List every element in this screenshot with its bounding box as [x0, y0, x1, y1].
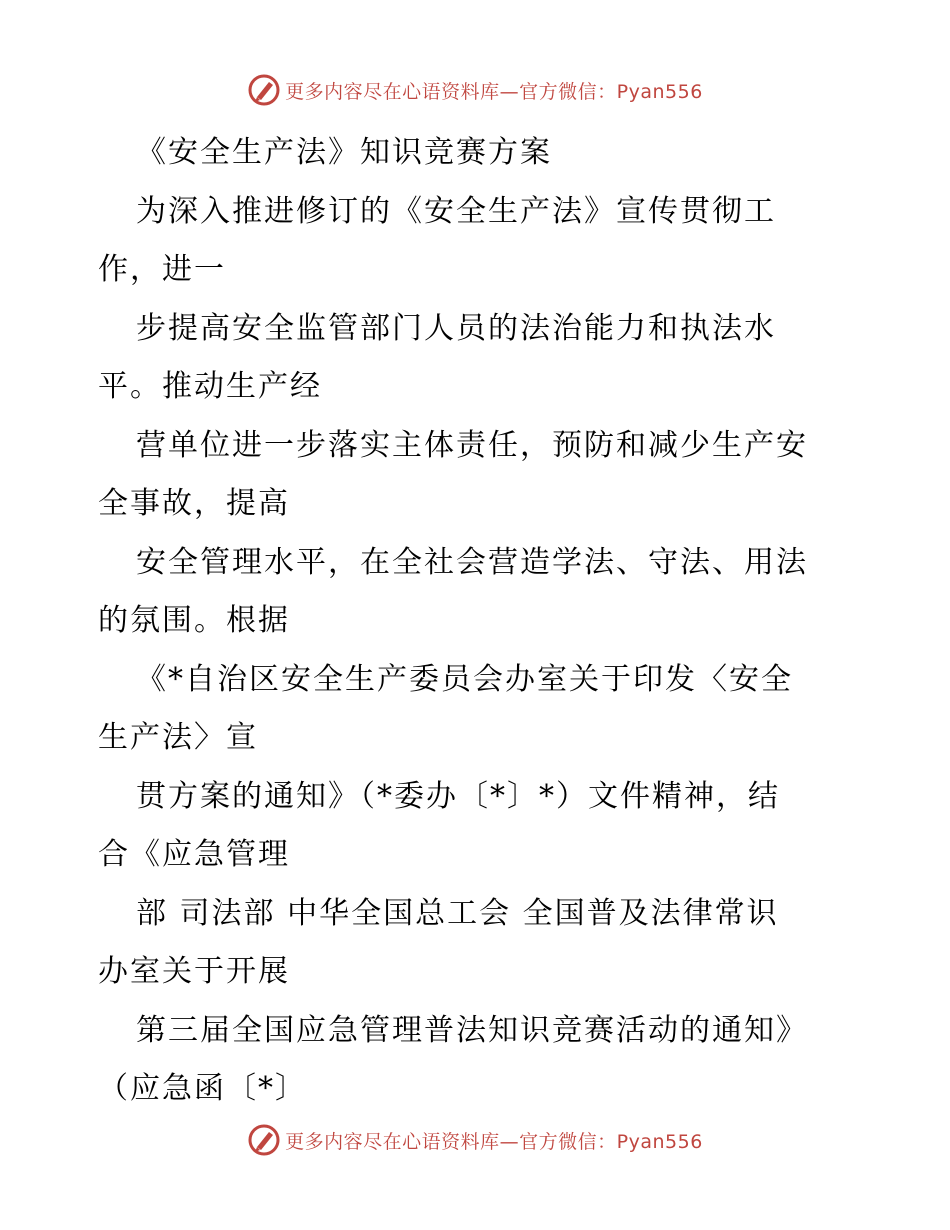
paragraph-line: 合《应急管理: [98, 837, 290, 872]
pen-logo-icon: [247, 1123, 281, 1157]
paragraph-line: 《*自治区安全生产委员会办室关于印发〈安全: [136, 661, 793, 697]
paragraph-line: 步提高安全监管部门人员的法治能力和执法水: [136, 310, 776, 346]
header-banner: [0, 70, 950, 110]
paragraph-line: 生产法〉宣: [98, 720, 258, 755]
paragraph-line: 营单位进一步落实主体责任，预防和减少生产安: [136, 427, 808, 463]
header-banner-text: 更多内容尽在心语资料库—官方微信：Pyan556: [285, 80, 703, 103]
paragraph-line: 作，进一: [98, 252, 226, 287]
paragraph-line: 全事故，提高: [98, 486, 290, 521]
footer-banner-text: 更多内容尽在心语资料库—官方微信：Pyan556: [285, 1130, 703, 1153]
paragraph-line: 的氛围。根据: [98, 603, 290, 638]
paragraph-line: （应急函〔*〕: [98, 1071, 307, 1106]
document-body: [98, 124, 858, 1119]
document-title: 《安全生产法》知识竞赛方案: [136, 135, 552, 170]
paragraph-line: 办室关于开展: [98, 954, 290, 989]
paragraph-line: 第三届全国应急管理普法知识竞赛活动的通知》: [136, 1012, 808, 1048]
paragraph-line: 部 司法部 中华全国总工会 全国普及法律常识: [136, 895, 779, 931]
paragraph-line: 安全管理水平，在全社会营造学法、守法、用法: [136, 544, 808, 580]
paragraph-line: 平。推动生产经: [98, 369, 322, 404]
footer-banner: [0, 1120, 950, 1160]
pen-logo-icon: [247, 73, 281, 107]
paragraph-line: 为深入推进修订的《安全生产法》宣传贯彻工: [136, 193, 776, 229]
paragraph-line: 贯方案的通知》（*委办〔*〕*）文件精神，结: [136, 778, 780, 814]
